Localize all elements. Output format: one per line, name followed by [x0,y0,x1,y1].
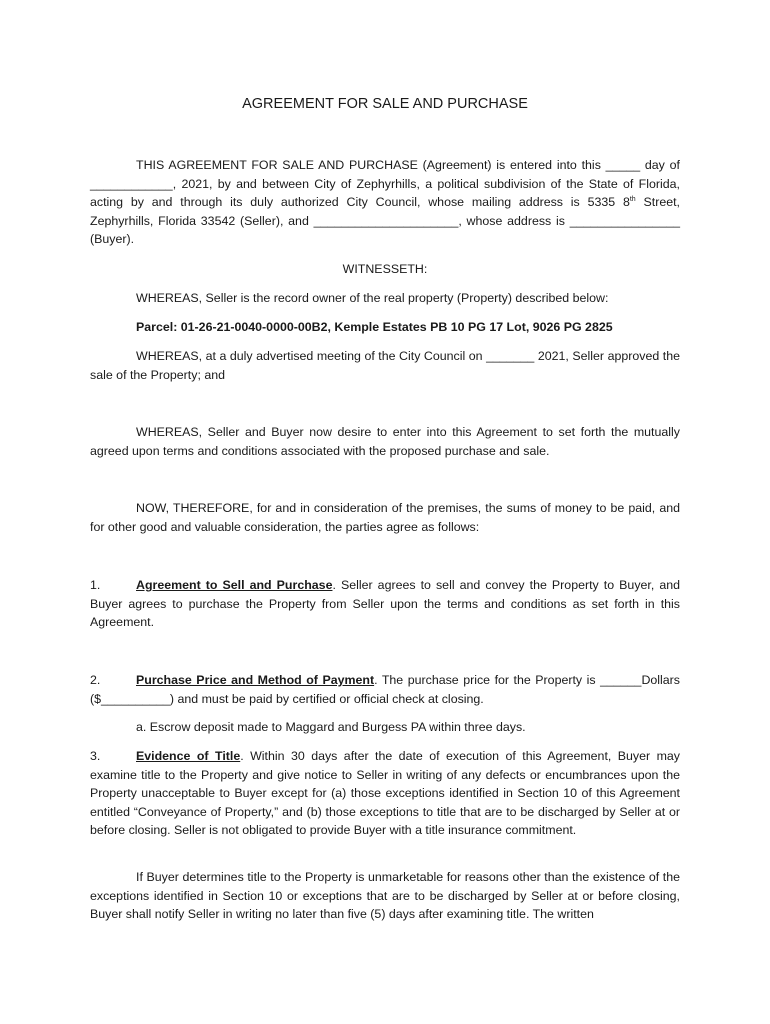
section-text: . The purchase price for the Property is ______Dollars ($__________) and must be paid by certified or official check at closing. [90,673,680,706]
section-heading: Purchase Price and Method of Payment [136,673,375,687]
section-2 [90,671,680,708]
section-number: 1. [90,578,101,592]
title-defect-paragraph: If Buyer determines title to the Property is unmarketable for reasons other than the existence of the exceptions identified in Section 10 or exceptions that are to be discharged by Seller at or before closing, Buyer shall notify Seller in writing no later than five (5) days after examining title. The written [90,870,680,922]
escrow-item: a. Escrow deposit made to Maggard and Burgess PA within three days. [136,720,526,734]
parcel-description: Parcel: 01-26-21-0040-0000-00B2, Kemple Estates PB 10 PG 17 Lot, 9026 PG 2825 [136,320,613,334]
intro-superscript: th [629,196,636,204]
section-number: 2. [90,673,101,687]
section-1 [90,576,680,632]
whereas-paragraph-3: WHEREAS, Seller and Buyer now desire to enter into this Agreement to set forth the mutually agreed upon terms and conditions associated with the proposed purchase and sale. [90,425,680,458]
intro-text-2: Street, Zephyrhills, Florida 33542 (Seller), and _____________________, whose address is ________________ (Buyer). [90,195,680,247]
intro-paragraph [90,156,680,249]
now-therefore-paragraph: NOW, THEREFORE, for and in consideration of the premises, the sums of money to be paid, and for other good and valuable consideration, the parties agree as follows: [90,501,680,534]
section-text: . Within 30 days after the date of execution of this Agreement, Buyer may examine title to the Property and give notice to Seller in writing of any defects or encumbrances upon the Property unacceptable to Buyer except for (a) those exceptions identified in Section 10 of this Agreement entitled “Conveyance of Property,” and (b) those exceptions to title that are to be discharged by Seller at or before closing. Seller is not obligated to provide Buyer with a title insurance commitment. [90,749,680,838]
intro-text-1: THIS AGREEMENT FOR SALE AND PURCHASE (Agreement) is entered into this _____ day of ____________, 2021, by and between City of Zephyrhills, a political subdivision of the State of Florida, acting by and through its duly authorized City Council, whose mailing address is 5335 8 [90,158,680,210]
whereas-paragraph-2: WHEREAS, at a duly advertised meeting of the City Council on _______ 2021, Seller approved the sale of the Property; and [90,349,680,382]
whereas-paragraph-1: WHEREAS, Seller is the record owner of the real property (Property) described below: [136,291,609,305]
section-heading: Evidence of Title [136,749,241,763]
document-title: AGREEMENT FOR SALE AND PURCHASE [242,96,528,112]
section-heading: Agreement to Sell and Purchase [136,578,333,592]
witnesseth-heading: WITNESSETH: [342,262,428,276]
section-text: . Seller agrees to sell and convey the Property to Buyer, and Buyer agrees to purchase the Property from Seller upon the terms and conditions as set forth in this Agreement. [90,578,681,630]
section-3 [90,747,680,840]
section-number: 3. [90,749,101,763]
